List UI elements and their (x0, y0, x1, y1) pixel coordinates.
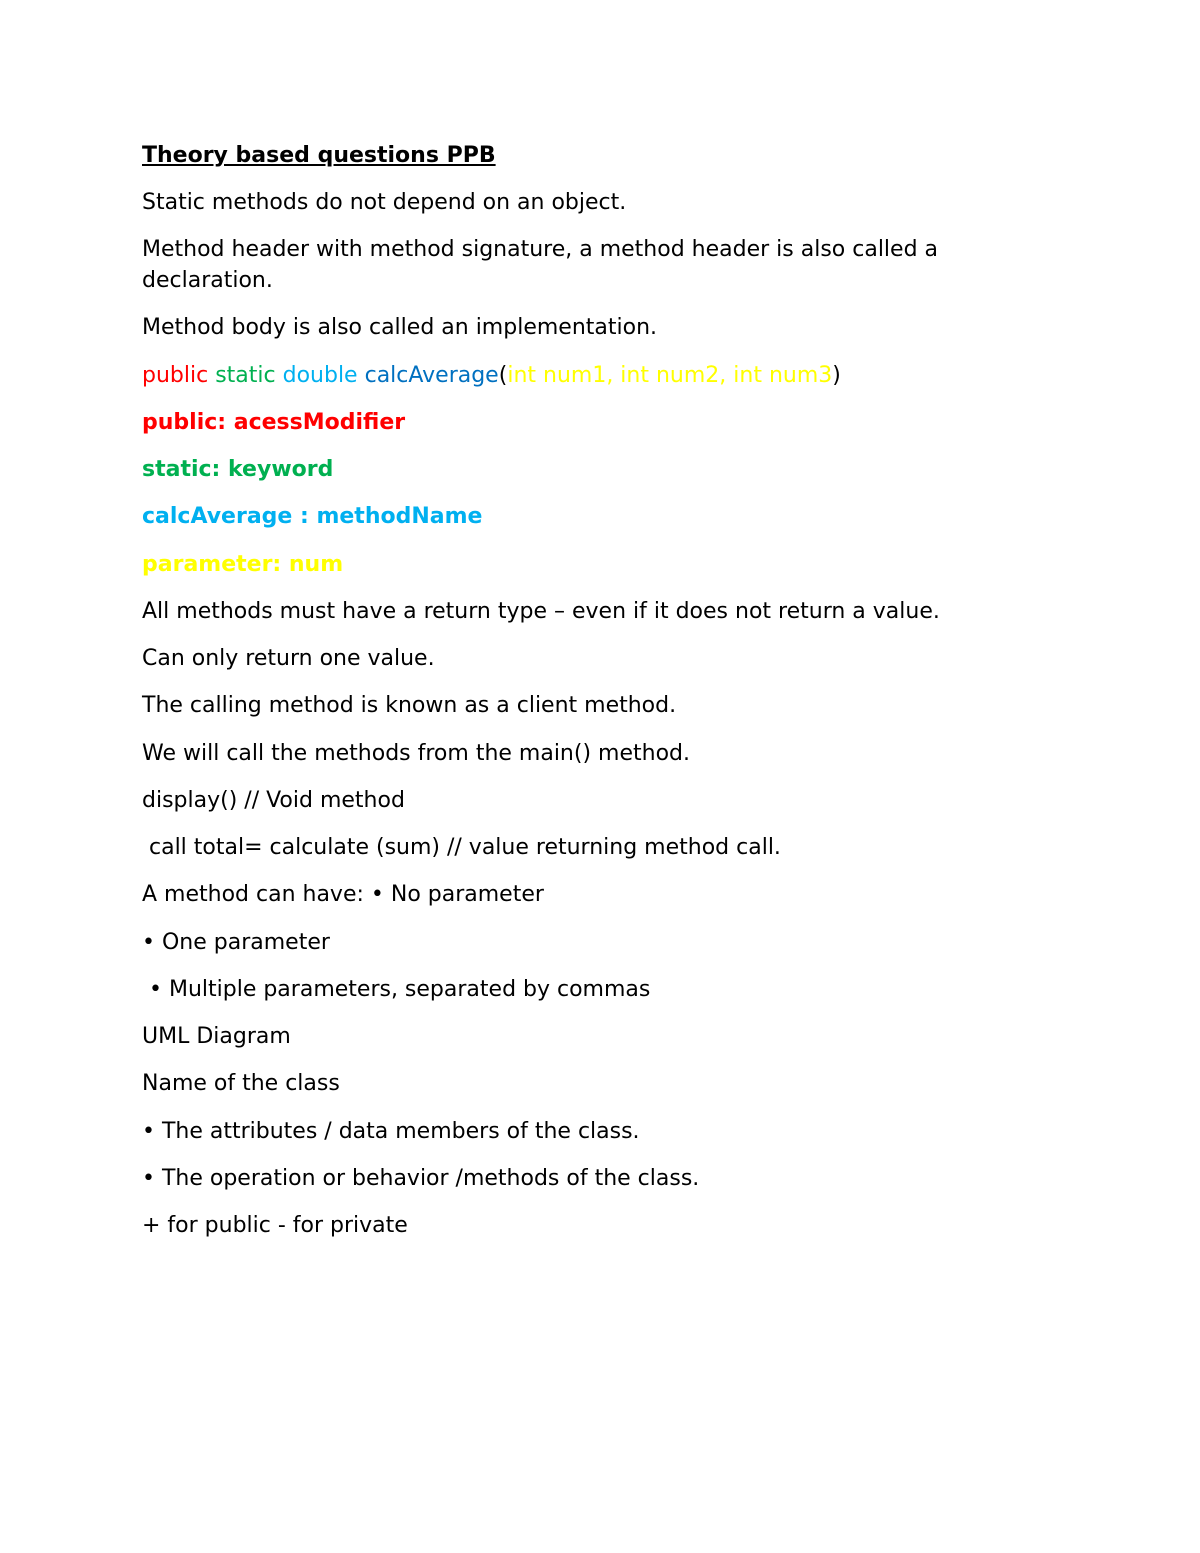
text-line-class-name: Name of the class (142, 1071, 340, 1096)
code-signature-line (142, 360, 1042, 391)
text-line-client-method: The calling method is known as a client method. (142, 693, 677, 718)
code-token-static: static (215, 363, 276, 388)
label-method-name: calcAverage : methodName (142, 504, 483, 529)
code-token-double: double (282, 363, 358, 388)
text-line-void-method: display() // Void method (142, 788, 405, 813)
label-parameter: parameter: num (142, 552, 344, 577)
text-line-multiple-parameters: • Multiple parameters, separated by commas (142, 977, 651, 1002)
text-line-one-value: Can only return one value. (142, 646, 435, 671)
text-line-uml-diagram: UML Diagram (142, 1024, 291, 1049)
code-token-public: public (142, 363, 209, 388)
text-line-one-parameter: • One parameter (142, 930, 330, 955)
code-token-method-name: calcAverage (364, 363, 499, 388)
label-keyword: static: keyword (142, 457, 334, 482)
code-token-open-paren: ( (498, 363, 508, 388)
text-line-no-parameter: A method can have: • No parameter (142, 882, 544, 907)
text-line-attributes: • The attributes / data members of the class. (142, 1119, 640, 1144)
text-line-visibility: + for public - for private (142, 1213, 408, 1238)
code-token-close-paren: ) (832, 363, 841, 388)
text-line-static-methods: Static methods do not depend on an object. (142, 190, 627, 215)
text-line-return-type: All methods must have a return type – even if it does not return a value. (142, 599, 940, 624)
text-line-value-returning: call total= calculate (sum) // value returning method call. (142, 835, 781, 860)
text-line-main-method: We will call the methods from the main() method. (142, 741, 690, 766)
document-title: Theory based questions PPB (142, 143, 496, 168)
code-token-params: int num1, int num2, int num3 (507, 363, 833, 388)
text-line-method-body: Method body is also called an implementation. (142, 315, 658, 340)
label-access-modifier: public: acessModifier (142, 410, 406, 435)
text-line-operations: • The operation or behavior /methods of the class. (142, 1166, 700, 1191)
text-line-method-header: Method header with method signature, a method header is also called a declaration. (142, 237, 939, 293)
